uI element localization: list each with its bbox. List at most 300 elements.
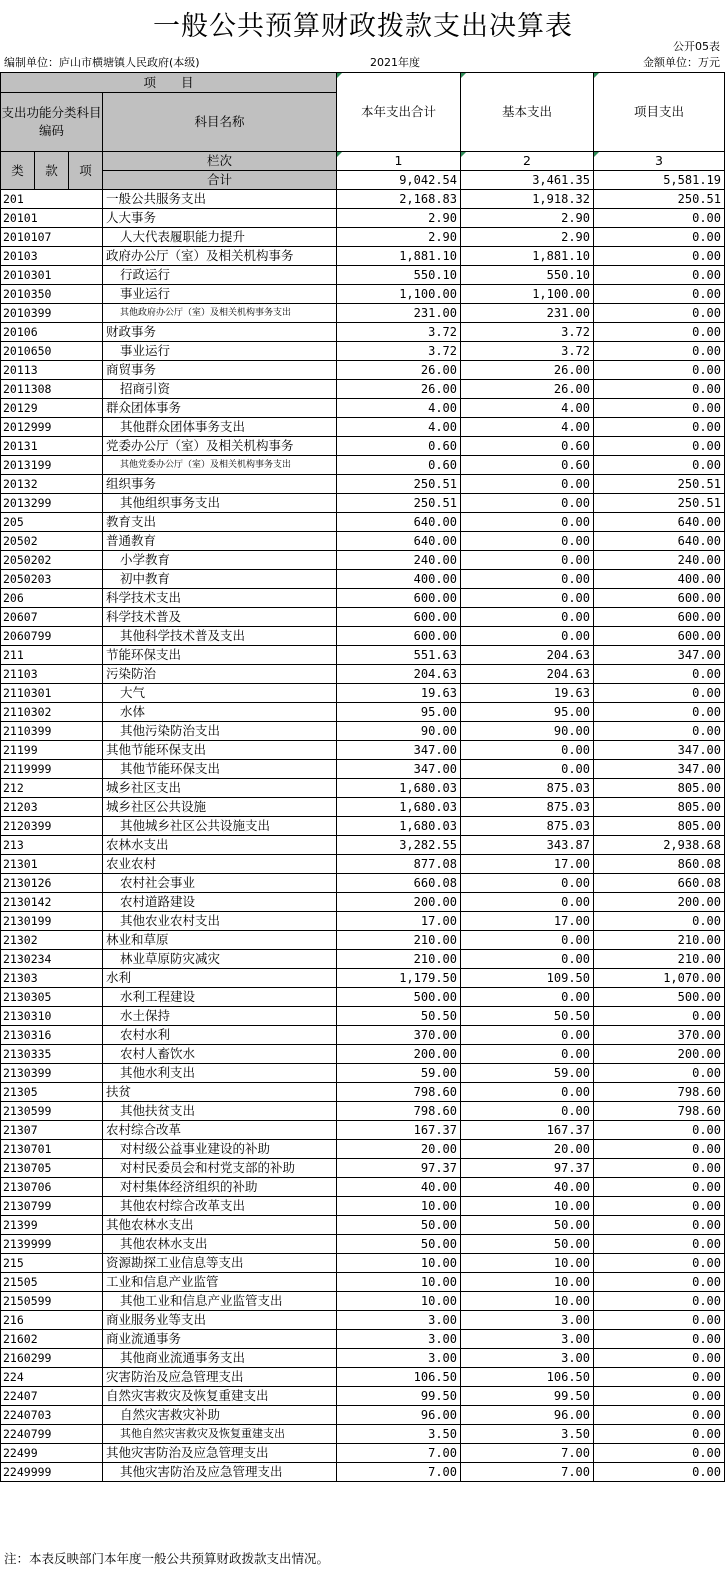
row-code: 21305 xyxy=(1,1083,103,1102)
table-row xyxy=(1,798,725,817)
row-name: 其他党委办公厅（室）及相关机构事务支出 xyxy=(103,456,337,475)
row-project: 0.00 xyxy=(594,437,725,456)
row-project: 805.00 xyxy=(594,817,725,836)
header-func-code xyxy=(1,93,103,152)
row-name: 对村集体经济组织的补助 xyxy=(103,1178,337,1197)
row-project: 400.00 xyxy=(594,570,725,589)
row-project: 0.00 xyxy=(594,1197,725,1216)
table-row xyxy=(1,1045,725,1064)
header-func-code-text: 支出功能分类科目编码 xyxy=(1,105,102,138)
table-row xyxy=(1,950,725,969)
row-total: 600.00 xyxy=(337,627,461,646)
row-total: 3.00 xyxy=(337,1349,461,1368)
row-project: 0.00 xyxy=(594,285,725,304)
row-project: 0.00 xyxy=(594,1235,725,1254)
row-project: 0.00 xyxy=(594,665,725,684)
table-row xyxy=(1,1102,725,1121)
table-row xyxy=(1,1292,725,1311)
row-basic: 95.00 xyxy=(461,703,594,722)
row-total: 640.00 xyxy=(337,513,461,532)
row-project: 0.00 xyxy=(594,1159,725,1178)
row-project: 200.00 xyxy=(594,893,725,912)
table-row xyxy=(1,741,725,760)
row-name: 其他组织事务支出 xyxy=(103,494,337,513)
row-total: 640.00 xyxy=(337,532,461,551)
row-name: 其他农村综合改革支出 xyxy=(103,1197,337,1216)
row-total: 200.00 xyxy=(337,1045,461,1064)
row-code: 2010399 xyxy=(1,304,103,323)
row-project: 0.00 xyxy=(594,247,725,266)
form-number: 公开05表 xyxy=(673,40,720,53)
row-project: 0.00 xyxy=(594,1273,725,1292)
row-name: 农村社会事业 xyxy=(103,874,337,893)
row-name: 科学技术普及 xyxy=(103,608,337,627)
row-name: 其他农业农村支出 xyxy=(103,912,337,931)
table-row xyxy=(1,1121,725,1140)
row-basic: 4.00 xyxy=(461,418,594,437)
fiscal-year: 2021年度 xyxy=(370,56,420,69)
row-code: 2130126 xyxy=(1,874,103,893)
row-code: 20132 xyxy=(1,475,103,494)
row-code: 2130310 xyxy=(1,1007,103,1026)
row-basic: 2.90 xyxy=(461,228,594,247)
row-basic: 0.00 xyxy=(461,494,594,513)
row-name: 商业流通事务 xyxy=(103,1330,337,1349)
row-basic: 2.90 xyxy=(461,209,594,228)
row-project: 0.00 xyxy=(594,1216,725,1235)
row-project: 0.00 xyxy=(594,1007,725,1026)
row-code: 2110399 xyxy=(1,722,103,741)
row-total: 210.00 xyxy=(337,950,461,969)
header-kuan: 款 xyxy=(35,152,69,190)
row-code: 2050202 xyxy=(1,551,103,570)
table-row xyxy=(1,760,725,779)
row-total: 500.00 xyxy=(337,988,461,1007)
row-name: 其他商业流通事务支出 xyxy=(103,1349,337,1368)
table-row xyxy=(1,570,725,589)
row-code: 21505 xyxy=(1,1273,103,1292)
table-row xyxy=(1,1083,725,1102)
row-total: 600.00 xyxy=(337,589,461,608)
table-body xyxy=(1,190,725,1482)
row-name: 其他节能环保支出 xyxy=(103,760,337,779)
table-row xyxy=(1,1007,725,1026)
row-project: 0.00 xyxy=(594,1387,725,1406)
row-code: 2010107 xyxy=(1,228,103,247)
row-total: 3.00 xyxy=(337,1330,461,1349)
row-code: 21203 xyxy=(1,798,103,817)
row-name: 水利 xyxy=(103,969,337,988)
table-row xyxy=(1,209,725,228)
row-project: 0.00 xyxy=(594,1425,725,1444)
row-total: 250.51 xyxy=(337,494,461,513)
row-total: 347.00 xyxy=(337,741,461,760)
header-basic: 基本支出 xyxy=(461,73,594,152)
table-row xyxy=(1,304,725,323)
row-total: 3.00 xyxy=(337,1311,461,1330)
row-code: 2010301 xyxy=(1,266,103,285)
amount-unit: 金额单位：万元 xyxy=(643,56,720,69)
row-total: 2.90 xyxy=(337,228,461,247)
row-code: 2130199 xyxy=(1,912,103,931)
row-basic: 50.00 xyxy=(461,1216,594,1235)
row-code: 21399 xyxy=(1,1216,103,1235)
row-name: 商贸事务 xyxy=(103,361,337,380)
row-code: 2130316 xyxy=(1,1026,103,1045)
row-project: 0.00 xyxy=(594,1463,725,1482)
row-project: 1,070.00 xyxy=(594,969,725,988)
row-total: 3.72 xyxy=(337,323,461,342)
table-row xyxy=(1,1064,725,1083)
row-name: 水土保持 xyxy=(103,1007,337,1026)
row-total: 2.90 xyxy=(337,209,461,228)
table-row xyxy=(1,475,725,494)
row-name: 其他工业和信息产业监管支出 xyxy=(103,1292,337,1311)
row-code: 2130705 xyxy=(1,1159,103,1178)
row-basic: 3.00 xyxy=(461,1349,594,1368)
row-total: 7.00 xyxy=(337,1463,461,1482)
row-basic: 3.00 xyxy=(461,1311,594,1330)
table-row xyxy=(1,1178,725,1197)
row-basic: 0.00 xyxy=(461,931,594,950)
row-code: 215 xyxy=(1,1254,103,1273)
table-row xyxy=(1,969,725,988)
row-project: 805.00 xyxy=(594,779,725,798)
row-project: 640.00 xyxy=(594,513,725,532)
row-name: 其他群众团体事务支出 xyxy=(103,418,337,437)
row-code: 212 xyxy=(1,779,103,798)
row-basic: 109.50 xyxy=(461,969,594,988)
row-total: 1,100.00 xyxy=(337,285,461,304)
table-row xyxy=(1,399,725,418)
row-basic: 550.10 xyxy=(461,266,594,285)
row-name: 教育支出 xyxy=(103,513,337,532)
table-row xyxy=(1,1235,725,1254)
row-name: 其他自然灾害救灾及恢复重建支出 xyxy=(103,1425,337,1444)
row-name: 农林水支出 xyxy=(103,836,337,855)
row-code: 2110301 xyxy=(1,684,103,703)
table-row xyxy=(1,266,725,285)
expenditure-table xyxy=(0,72,725,1482)
row-project: 347.00 xyxy=(594,646,725,665)
table-row xyxy=(1,912,725,931)
row-total: 50.50 xyxy=(337,1007,461,1026)
row-basic: 0.00 xyxy=(461,475,594,494)
row-basic: 875.03 xyxy=(461,817,594,836)
row-project: 210.00 xyxy=(594,931,725,950)
row-total: 231.00 xyxy=(337,304,461,323)
sum-total: 9,042.54 xyxy=(337,171,461,190)
row-total: 19.63 xyxy=(337,684,461,703)
row-project: 0.00 xyxy=(594,703,725,722)
row-name: 农业农村 xyxy=(103,855,337,874)
row-code: 2120399 xyxy=(1,817,103,836)
row-basic: 40.00 xyxy=(461,1178,594,1197)
row-name: 污染防治 xyxy=(103,665,337,684)
row-project: 250.51 xyxy=(594,190,725,209)
table-row xyxy=(1,836,725,855)
row-basic: 50.50 xyxy=(461,1007,594,1026)
row-name: 城乡社区支出 xyxy=(103,779,337,798)
row-total: 250.51 xyxy=(337,475,461,494)
table-row xyxy=(1,532,725,551)
row-total: 347.00 xyxy=(337,760,461,779)
row-basic: 204.63 xyxy=(461,665,594,684)
row-code: 2240703 xyxy=(1,1406,103,1425)
table-row xyxy=(1,190,725,209)
table-row xyxy=(1,437,725,456)
row-basic: 3.00 xyxy=(461,1330,594,1349)
row-code: 2013299 xyxy=(1,494,103,513)
row-basic: 7.00 xyxy=(461,1463,594,1482)
row-project: 0.00 xyxy=(594,1311,725,1330)
row-basic: 96.00 xyxy=(461,1406,594,1425)
row-project: 0.00 xyxy=(594,722,725,741)
table-row xyxy=(1,342,725,361)
row-basic: 0.00 xyxy=(461,893,594,912)
row-name: 其他科学技术普及支出 xyxy=(103,627,337,646)
row-total: 167.37 xyxy=(337,1121,461,1140)
row-total: 106.50 xyxy=(337,1368,461,1387)
row-basic: 204.63 xyxy=(461,646,594,665)
row-total: 99.50 xyxy=(337,1387,461,1406)
row-project: 240.00 xyxy=(594,551,725,570)
row-total: 204.63 xyxy=(337,665,461,684)
row-project: 0.00 xyxy=(594,456,725,475)
row-project: 0.00 xyxy=(594,1121,725,1140)
row-code: 224 xyxy=(1,1368,103,1387)
row-name: 水利工程建设 xyxy=(103,988,337,1007)
row-name: 自然灾害救灾补助 xyxy=(103,1406,337,1425)
row-basic: 0.60 xyxy=(461,456,594,475)
header-item: 项 目 xyxy=(1,73,337,93)
row-name: 人大事务 xyxy=(103,209,337,228)
row-code: 2110302 xyxy=(1,703,103,722)
row-project: 0.00 xyxy=(594,1254,725,1273)
row-code: 2160299 xyxy=(1,1349,103,1368)
row-basic: 0.00 xyxy=(461,513,594,532)
row-name: 政府办公厅（室）及相关机构事务 xyxy=(103,247,337,266)
table-row xyxy=(1,494,725,513)
row-total: 97.37 xyxy=(337,1159,461,1178)
row-total: 17.00 xyxy=(337,912,461,931)
row-project: 0.00 xyxy=(594,1292,725,1311)
row-code: 216 xyxy=(1,1311,103,1330)
table-row xyxy=(1,931,725,950)
row-total: 2,168.83 xyxy=(337,190,461,209)
row-basic: 3.72 xyxy=(461,342,594,361)
table-row xyxy=(1,874,725,893)
compiling-unit: 编制单位：庐山市横塘镇人民政府(本级) xyxy=(4,56,200,69)
row-total: 4.00 xyxy=(337,418,461,437)
row-name: 商业服务业等支出 xyxy=(103,1311,337,1330)
row-project: 210.00 xyxy=(594,950,725,969)
row-basic: 0.00 xyxy=(461,988,594,1007)
header-xiang: 项 xyxy=(69,152,103,190)
row-name: 其他农林水支出 xyxy=(103,1235,337,1254)
row-basic: 17.00 xyxy=(461,855,594,874)
row-total: 4.00 xyxy=(337,399,461,418)
table-row xyxy=(1,665,725,684)
row-basic: 10.00 xyxy=(461,1197,594,1216)
row-basic: 875.03 xyxy=(461,798,594,817)
row-name: 其他污染防治支出 xyxy=(103,722,337,741)
row-project: 0.00 xyxy=(594,1349,725,1368)
table-row xyxy=(1,817,725,836)
row-total: 3.50 xyxy=(337,1425,461,1444)
table-row xyxy=(1,1463,725,1482)
row-basic: 97.37 xyxy=(461,1159,594,1178)
row-name: 其他水利支出 xyxy=(103,1064,337,1083)
row-basic: 50.00 xyxy=(461,1235,594,1254)
sum-project: 5,581.19 xyxy=(594,171,725,190)
row-project: 0.00 xyxy=(594,228,725,247)
row-project: 0.00 xyxy=(594,304,725,323)
row-total: 26.00 xyxy=(337,361,461,380)
row-code: 2130799 xyxy=(1,1197,103,1216)
table-row xyxy=(1,1330,725,1349)
table-row xyxy=(1,589,725,608)
row-project: 0.00 xyxy=(594,342,725,361)
row-project: 2,938.68 xyxy=(594,836,725,855)
table-row xyxy=(1,779,725,798)
row-total: 600.00 xyxy=(337,608,461,627)
row-code: 2011308 xyxy=(1,380,103,399)
row-basic: 17.00 xyxy=(461,912,594,931)
row-total: 0.60 xyxy=(337,456,461,475)
row-code: 20502 xyxy=(1,532,103,551)
row-code: 2130706 xyxy=(1,1178,103,1197)
row-code: 21301 xyxy=(1,855,103,874)
header-col1: 1 xyxy=(337,152,461,171)
row-basic: 26.00 xyxy=(461,361,594,380)
row-name: 事业运行 xyxy=(103,342,337,361)
row-total: 10.00 xyxy=(337,1254,461,1273)
row-basic: 3.72 xyxy=(461,323,594,342)
row-project: 0.00 xyxy=(594,684,725,703)
row-total: 50.00 xyxy=(337,1235,461,1254)
row-code: 201 xyxy=(1,190,103,209)
table-row xyxy=(1,627,725,646)
row-code: 2130305 xyxy=(1,988,103,1007)
row-project: 600.00 xyxy=(594,627,725,646)
row-total: 50.00 xyxy=(337,1216,461,1235)
table-row xyxy=(1,1216,725,1235)
row-project: 0.00 xyxy=(594,912,725,931)
table-row xyxy=(1,228,725,247)
row-basic: 0.60 xyxy=(461,437,594,456)
table-row xyxy=(1,418,725,437)
table-row xyxy=(1,1387,725,1406)
table-row xyxy=(1,1368,725,1387)
row-basic: 231.00 xyxy=(461,304,594,323)
row-name: 科学技术支出 xyxy=(103,589,337,608)
row-total: 660.08 xyxy=(337,874,461,893)
row-total: 3,282.55 xyxy=(337,836,461,855)
row-code: 213 xyxy=(1,836,103,855)
row-project: 0.00 xyxy=(594,380,725,399)
row-total: 10.00 xyxy=(337,1273,461,1292)
table-row xyxy=(1,247,725,266)
row-name: 行政运行 xyxy=(103,266,337,285)
row-basic: 0.00 xyxy=(461,874,594,893)
row-name: 林业和草原 xyxy=(103,931,337,950)
row-total: 90.00 xyxy=(337,722,461,741)
table-row xyxy=(1,1197,725,1216)
row-name: 节能环保支出 xyxy=(103,646,337,665)
table-row xyxy=(1,1254,725,1273)
table-row xyxy=(1,1425,725,1444)
row-project: 370.00 xyxy=(594,1026,725,1045)
row-basic: 875.03 xyxy=(461,779,594,798)
row-name: 大气 xyxy=(103,684,337,703)
row-code: 2130142 xyxy=(1,893,103,912)
row-total: 551.63 xyxy=(337,646,461,665)
row-project: 0.00 xyxy=(594,209,725,228)
row-project: 0.00 xyxy=(594,1368,725,1387)
row-basic: 1,881.10 xyxy=(461,247,594,266)
row-code: 206 xyxy=(1,589,103,608)
row-code: 205 xyxy=(1,513,103,532)
row-name: 组织事务 xyxy=(103,475,337,494)
row-basic: 0.00 xyxy=(461,551,594,570)
row-project: 0.00 xyxy=(594,1064,725,1083)
row-name: 一般公共服务支出 xyxy=(103,190,337,209)
row-code: 2249999 xyxy=(1,1463,103,1482)
row-basic: 0.00 xyxy=(461,1083,594,1102)
row-code: 2060799 xyxy=(1,627,103,646)
row-name: 城乡社区公共设施 xyxy=(103,798,337,817)
row-basic: 26.00 xyxy=(461,380,594,399)
table-row xyxy=(1,1159,725,1178)
row-code: 2130335 xyxy=(1,1045,103,1064)
row-code: 2013199 xyxy=(1,456,103,475)
table-row xyxy=(1,893,725,912)
row-basic: 3.50 xyxy=(461,1425,594,1444)
row-code: 211 xyxy=(1,646,103,665)
row-total: 1,680.03 xyxy=(337,817,461,836)
table-row xyxy=(1,1444,725,1463)
row-name: 其他灾害防治及应急管理支出 xyxy=(103,1444,337,1463)
row-code: 20113 xyxy=(1,361,103,380)
row-name: 人大代表履职能力提升 xyxy=(103,228,337,247)
table-row xyxy=(1,646,725,665)
row-total: 20.00 xyxy=(337,1140,461,1159)
row-total: 7.00 xyxy=(337,1444,461,1463)
table-row xyxy=(1,608,725,627)
row-total: 59.00 xyxy=(337,1064,461,1083)
row-name: 招商引资 xyxy=(103,380,337,399)
row-basic: 19.63 xyxy=(461,684,594,703)
row-code: 2130399 xyxy=(1,1064,103,1083)
row-basic: 10.00 xyxy=(461,1273,594,1292)
row-name: 小学教育 xyxy=(103,551,337,570)
table-row xyxy=(1,1140,725,1159)
row-total: 200.00 xyxy=(337,893,461,912)
row-project: 0.00 xyxy=(594,1444,725,1463)
row-basic: 0.00 xyxy=(461,760,594,779)
row-project: 798.60 xyxy=(594,1083,725,1102)
row-project: 347.00 xyxy=(594,741,725,760)
row-name: 其他节能环保支出 xyxy=(103,741,337,760)
row-basic: 10.00 xyxy=(461,1292,594,1311)
row-code: 22407 xyxy=(1,1387,103,1406)
page-title: 一般公共预算财政拨款支出决算表 xyxy=(153,11,573,42)
sum-basic: 3,461.35 xyxy=(461,171,594,190)
row-basic: 4.00 xyxy=(461,399,594,418)
row-name: 资源勘探工业信息等支出 xyxy=(103,1254,337,1273)
row-total: 0.60 xyxy=(337,437,461,456)
